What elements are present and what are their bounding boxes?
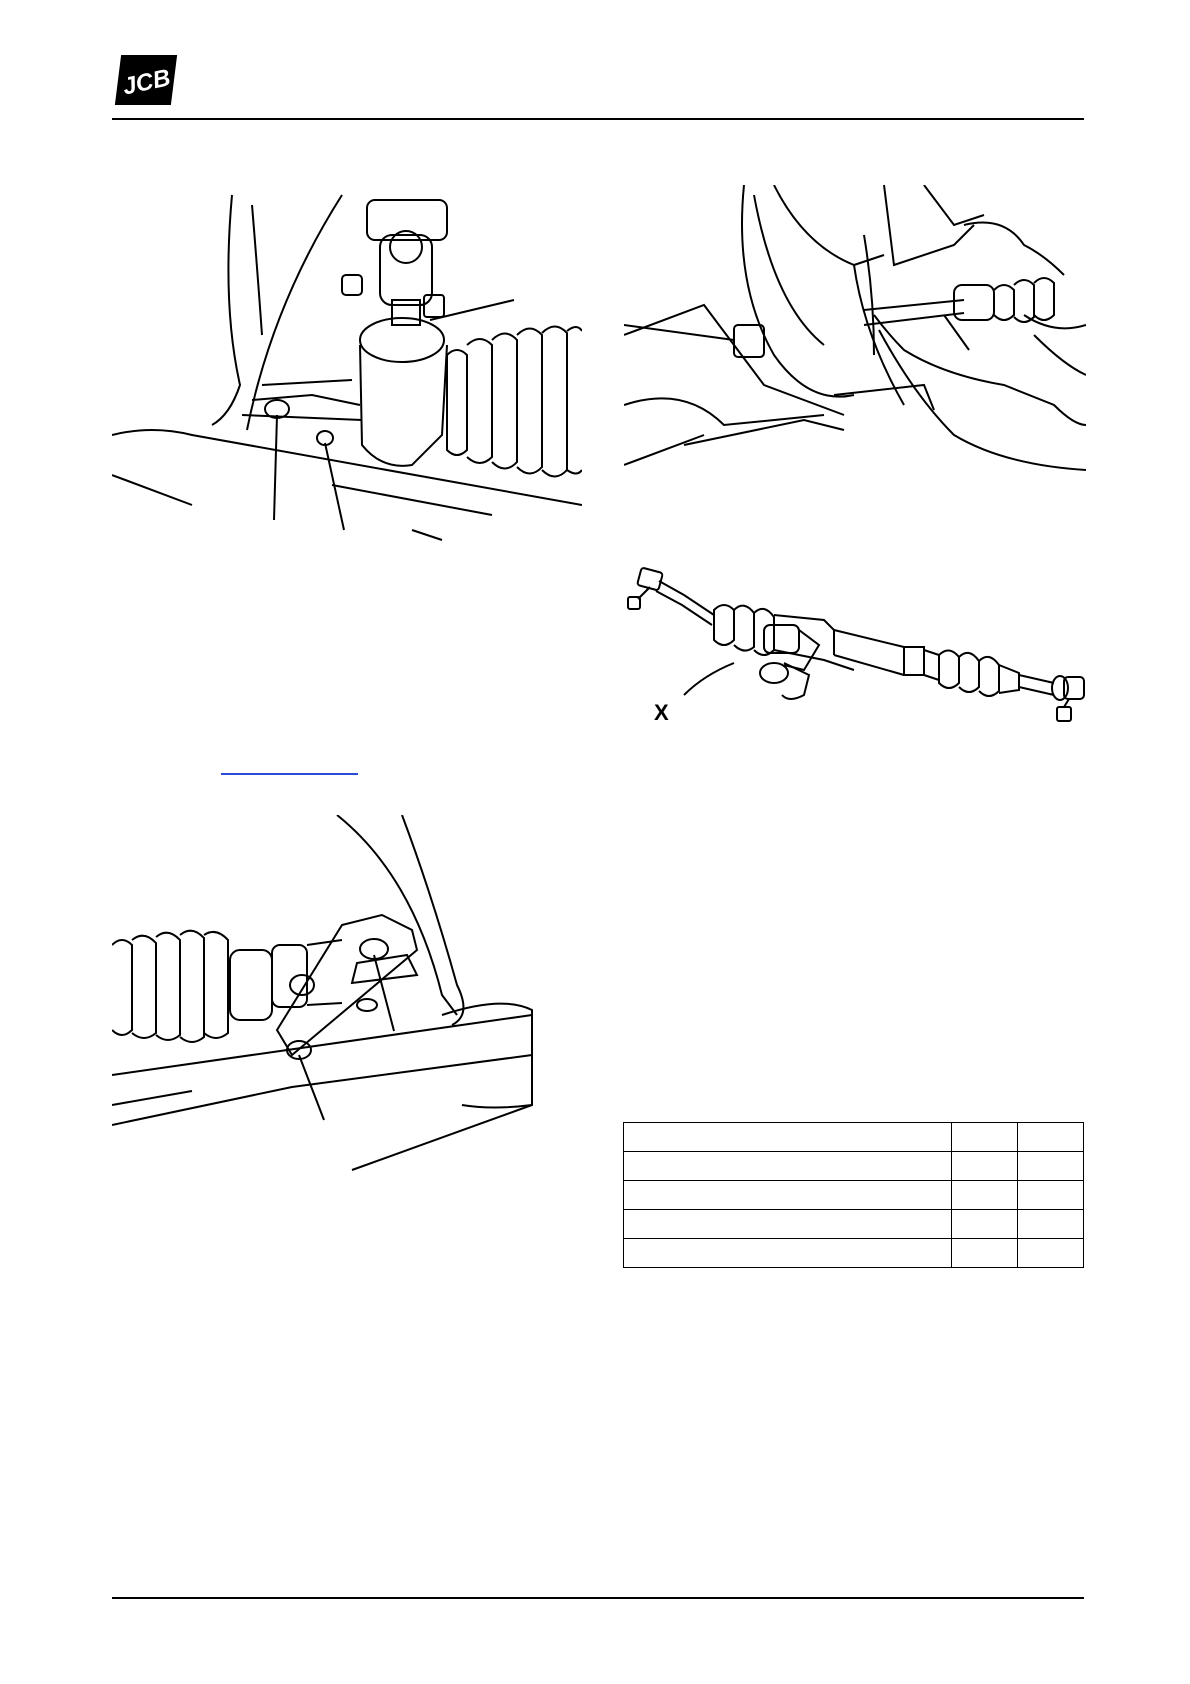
table-cell xyxy=(952,1210,1018,1239)
table-cell xyxy=(952,1181,1018,1210)
table-cell xyxy=(1018,1181,1084,1210)
table-cell xyxy=(624,1123,952,1152)
table-row xyxy=(624,1123,1084,1152)
footer-rule xyxy=(112,1597,1084,1599)
table-cell xyxy=(624,1152,952,1181)
label-x: X xyxy=(654,700,669,725)
table-row xyxy=(624,1210,1084,1239)
rack-mounting-bracket-illustration xyxy=(112,815,582,1175)
table-cell xyxy=(624,1181,952,1210)
header-rule xyxy=(112,118,1084,120)
table-row xyxy=(624,1152,1084,1181)
steering-rack-assembly-illustration xyxy=(624,555,1086,795)
table-cell xyxy=(1018,1152,1084,1181)
logo-text: JCB xyxy=(120,64,173,101)
cross-reference-link[interactable] xyxy=(221,773,358,775)
table-cell xyxy=(952,1123,1018,1152)
table-cell xyxy=(624,1239,952,1268)
table-cell xyxy=(1018,1123,1084,1152)
table-cell xyxy=(624,1210,952,1239)
table-cell xyxy=(952,1152,1018,1181)
torque-spec-table xyxy=(623,1122,1084,1268)
table-cell xyxy=(1018,1210,1084,1239)
table-cell xyxy=(952,1239,1018,1268)
tie-rod-removal-illustration xyxy=(624,185,1086,485)
jcb-logo xyxy=(112,52,180,108)
table-row xyxy=(624,1239,1084,1268)
table-cell xyxy=(1018,1239,1084,1268)
steering-rack-pinion-clamp-illustration xyxy=(112,185,582,545)
table-row xyxy=(624,1181,1084,1210)
